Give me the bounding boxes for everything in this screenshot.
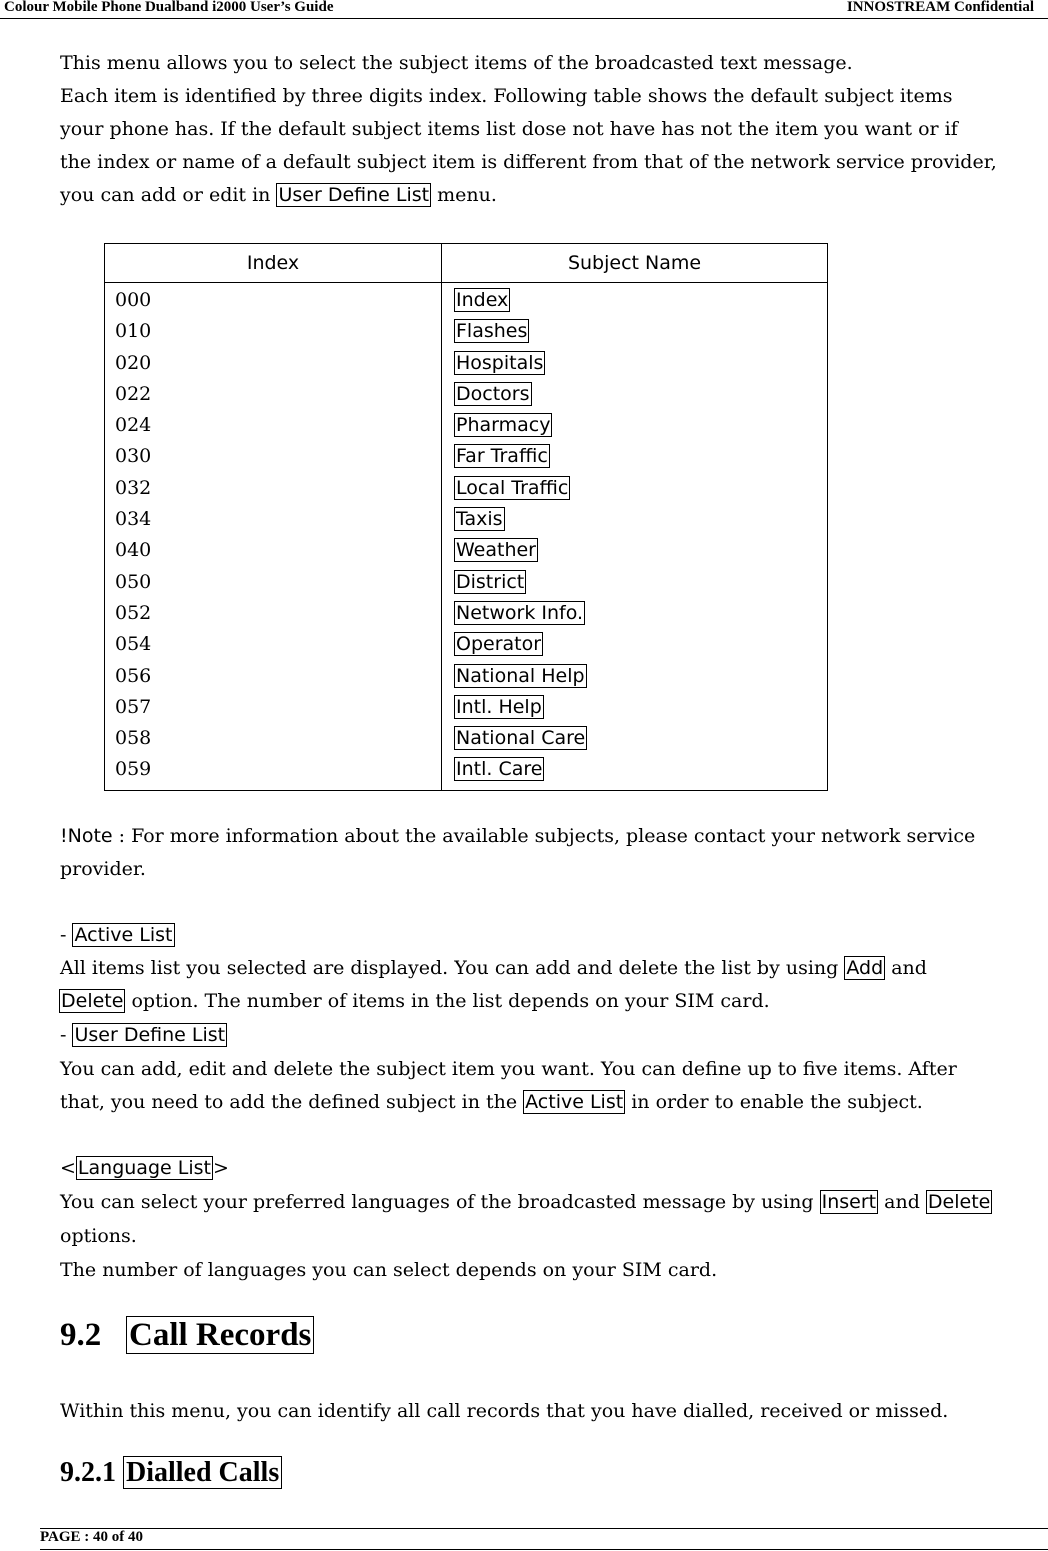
note-text: : For more information about the available subjects, please contact your network service <box>118 825 976 847</box>
lt-bracket: < <box>60 1157 76 1179</box>
active-list-heading <box>60 919 175 952</box>
index-value: 040 <box>115 539 152 562</box>
index-value: 030 <box>115 445 152 468</box>
section-text: Within this menu, you can identify all call records that you have dialled, received or missed. <box>60 1400 949 1422</box>
intro-line-2: Each item is identified by three digits index. Following table shows the default subject items <box>60 85 953 107</box>
subject-name-row <box>454 754 815 785</box>
call-records-title[interactable]: Call Records <box>126 1316 314 1354</box>
add-option[interactable]: Add <box>846 957 884 979</box>
index-value: 022 <box>115 382 152 405</box>
header-title: Colour Mobile Phone Dualband i2000 User’s Guide <box>4 0 334 15</box>
user-define-text-end: in order to enable the subject. <box>631 1091 923 1113</box>
subject-name-item[interactable]: Index <box>456 289 509 311</box>
subject-name-column-header: Subject Name <box>442 244 828 283</box>
subject-name-cell <box>442 283 828 791</box>
index-column-header: Index <box>105 244 442 283</box>
gt-bracket: > <box>212 1157 229 1179</box>
dialled-calls-title[interactable]: Dialled Calls <box>123 1456 282 1489</box>
and-text: and <box>884 1191 920 1213</box>
index-value: 050 <box>115 570 152 593</box>
index-cell <box>105 283 442 791</box>
user-define-line-2 <box>60 1086 923 1119</box>
subject-name-item[interactable]: Operator <box>456 633 542 656</box>
subject-name-row <box>454 410 815 441</box>
subject-name-row <box>454 535 815 566</box>
and-text: and <box>891 957 927 979</box>
dash: - <box>60 1024 67 1046</box>
subject-name-item[interactable]: Network Info. <box>456 601 584 624</box>
subject-name-row <box>454 661 815 692</box>
intro-line-5-start: you can add or edit in <box>60 184 271 206</box>
subject-name-row <box>454 379 815 410</box>
section-number: 9.2 <box>60 1317 102 1353</box>
subject-table <box>104 243 828 791</box>
subsection-number: 9.2.1 <box>60 1457 116 1488</box>
page-header <box>0 0 1048 19</box>
language-text: You can select your preferred languages of the broadcasted message by using <box>60 1191 814 1213</box>
intro-line-3: your phone has. If the default subject items list dose not have has not the item you want or if <box>60 118 958 140</box>
active-list-link[interactable]: Active List <box>74 924 173 946</box>
subject-name-item[interactable]: Flashes <box>456 320 528 343</box>
page-footer <box>40 1528 1048 1550</box>
language-line-2: options. <box>60 1225 137 1247</box>
user-define-line-1: You can add, edit and delete the subject item you want. You can define up to five items. After <box>60 1058 957 1080</box>
subject-name-row <box>454 441 815 472</box>
language-line-3: The number of languages you can select depends on your SIM card. <box>60 1259 718 1281</box>
note-line-1 <box>60 820 975 853</box>
language-list-title[interactable]: Language List <box>77 1157 211 1179</box>
index-value: 054 <box>115 633 152 656</box>
subject-name-item[interactable]: Hospitals <box>456 351 544 374</box>
subject-name-row <box>454 473 815 504</box>
user-define-list-link[interactable]: User Define List <box>278 184 430 206</box>
active-list-text: All items list you selected are displayed. You can add and delete the list by using <box>60 957 839 979</box>
subject-name-item[interactable]: Pharmacy <box>456 414 551 437</box>
note-label: !Note <box>60 825 113 847</box>
table-body-row <box>105 283 828 791</box>
intro-line-1: This menu allows you to select the subject items of the broadcasted text message. <box>60 52 853 74</box>
index-value: 034 <box>115 508 152 531</box>
subject-name-row <box>454 723 815 754</box>
language-line-1 <box>60 1186 992 1219</box>
subject-name-row <box>454 598 815 629</box>
index-value: 057 <box>115 695 152 718</box>
index-value: 058 <box>115 727 152 750</box>
index-value: 032 <box>115 476 152 499</box>
language-list-heading <box>60 1152 229 1185</box>
subject-name-item[interactable]: Doctors <box>456 382 530 405</box>
subject-name-row <box>454 285 815 316</box>
index-value: 056 <box>115 664 152 687</box>
user-define-heading <box>60 1019 227 1052</box>
subject-name-row <box>454 692 815 723</box>
page-number: PAGE : 40 of 40 <box>40 1529 144 1545</box>
subject-name-item[interactable]: Far Traffic <box>456 445 548 468</box>
subject-name-item[interactable]: Intl. Care <box>456 758 543 781</box>
subsection-heading <box>60 1457 282 1489</box>
active-list-link-2[interactable]: Active List <box>525 1091 624 1113</box>
section-heading <box>60 1317 314 1354</box>
subject-name-row <box>454 316 815 347</box>
delete-option[interactable]: Delete <box>927 1191 991 1213</box>
user-define-list-title[interactable]: User Define List <box>74 1024 226 1046</box>
index-value: 052 <box>115 601 152 624</box>
table-header-row <box>105 244 828 283</box>
intro-line-5-end: menu. <box>437 184 497 206</box>
subject-name-item[interactable]: Local Traffic <box>456 476 569 499</box>
active-list-line-1 <box>60 952 927 985</box>
intro-line-5 <box>60 179 497 212</box>
intro-line-4: the index or name of a default subject item is different from that of the network service provider, <box>60 151 997 173</box>
subject-name-item[interactable]: District <box>456 570 525 593</box>
index-value: 020 <box>115 351 152 374</box>
subject-name-row <box>454 348 815 379</box>
user-define-text: that, you need to add the defined subject in the <box>60 1091 518 1113</box>
subject-name-row <box>454 567 815 598</box>
note-line-2: provider. <box>60 858 146 880</box>
subject-name-item[interactable]: National Help <box>456 664 585 687</box>
index-value: 059 <box>115 758 152 781</box>
active-list-line-2 <box>60 985 770 1018</box>
subject-name-item[interactable]: Intl. Help <box>456 695 542 718</box>
insert-option[interactable]: Insert <box>821 1191 877 1213</box>
index-value: 024 <box>115 414 152 437</box>
subject-name-row <box>454 504 815 535</box>
subject-name-item[interactable]: Weather <box>456 539 536 562</box>
subject-name-item[interactable]: Taxis <box>456 508 503 531</box>
subject-name-item[interactable]: National Care <box>456 727 586 750</box>
header-confidential: INNOSTREAM Confidential <box>846 0 1034 15</box>
subject-name-row <box>454 629 815 660</box>
index-value: 000 <box>115 289 152 311</box>
dash: - <box>60 924 67 946</box>
index-value: 010 <box>115 320 152 343</box>
delete-option[interactable]: Delete <box>61 990 124 1012</box>
active-list-text-2: option. The number of items in the list depends on your SIM card. <box>131 990 770 1012</box>
